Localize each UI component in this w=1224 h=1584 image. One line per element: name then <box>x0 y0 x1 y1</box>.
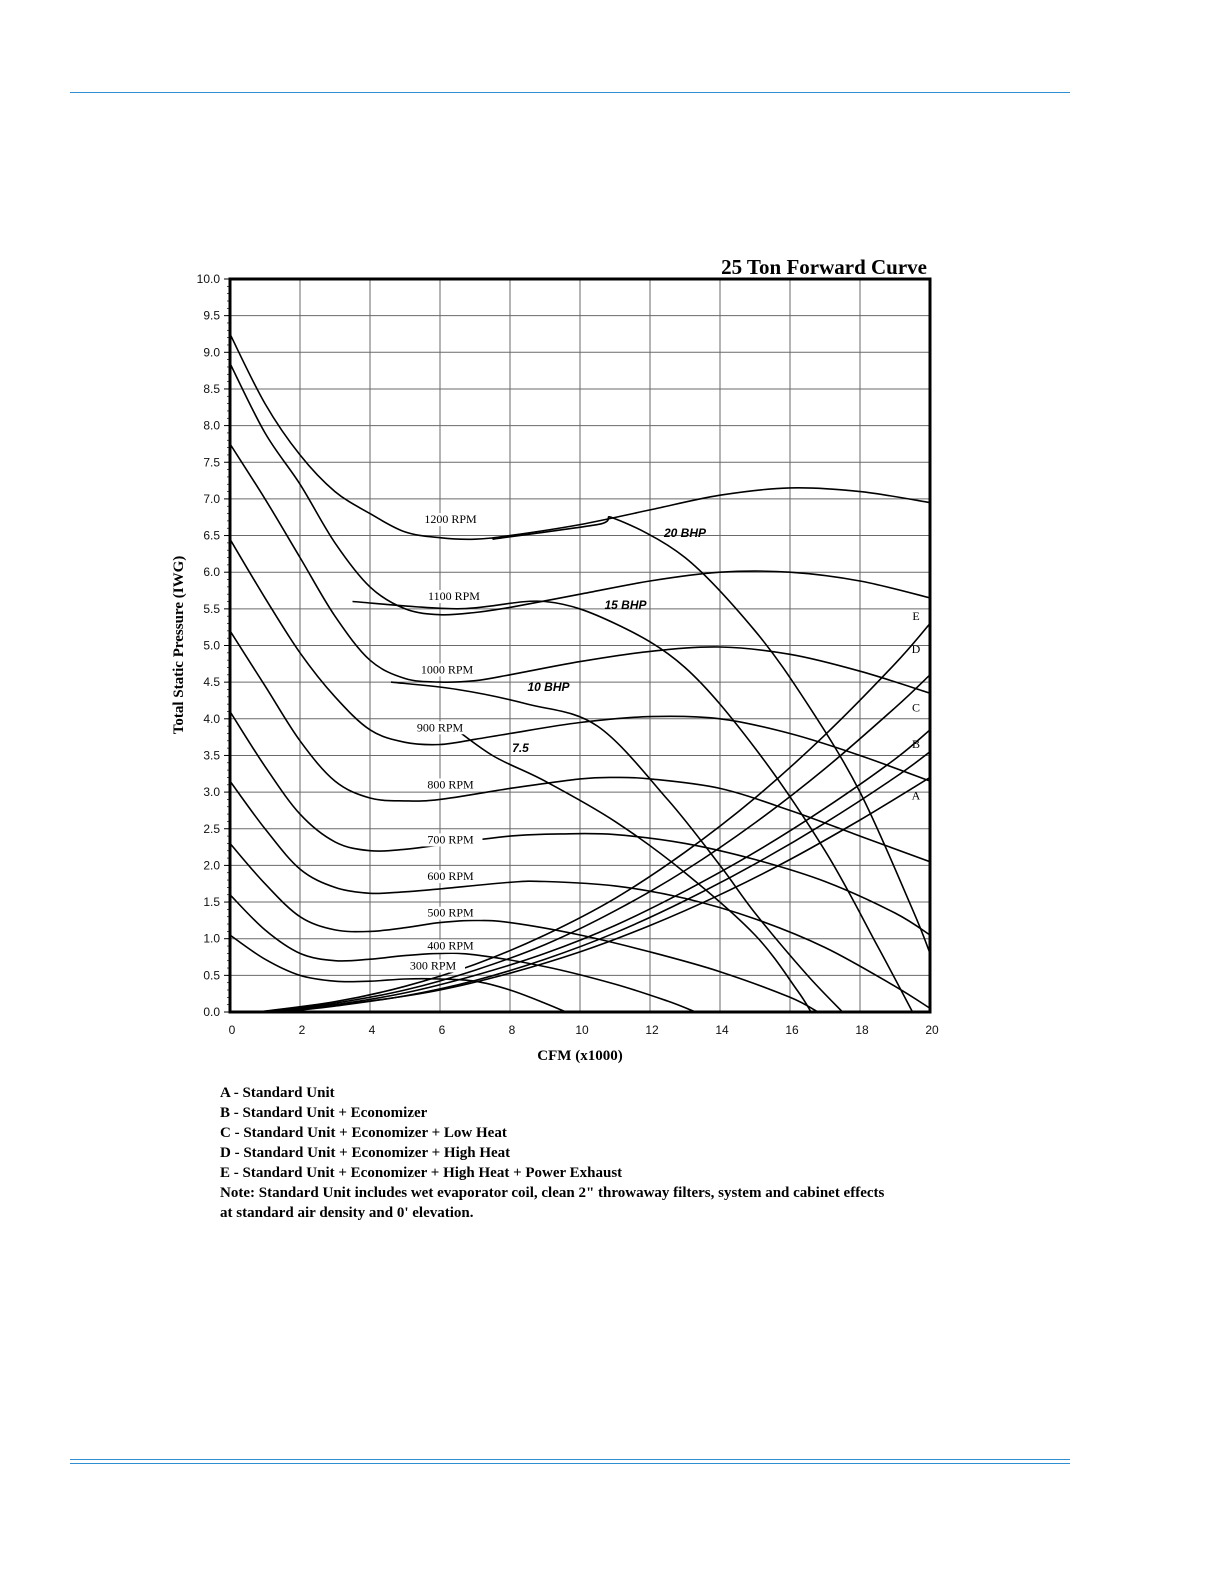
system-label-a: A <box>911 788 921 803</box>
bhp-label-10-bhp: 10 BHP <box>527 679 570 694</box>
legend-item-e: E - Standard Unit + Economizer + High Heat + Power Exhaust <box>220 1165 623 1181</box>
x-tick-label: 18 <box>855 1023 869 1037</box>
bhp-label-15-bhp: 15 BHP <box>604 597 647 612</box>
legend <box>220 1083 900 1223</box>
y-tick-label: 6.5 <box>203 528 220 543</box>
rpm-label-700-rpm: 700 RPM <box>427 832 474 847</box>
y-tick-label: 3.0 <box>203 785 220 800</box>
x-tick-label: 12 <box>645 1023 659 1037</box>
system-curve-c <box>272 730 930 1012</box>
y-tick-label: 7.5 <box>203 455 220 470</box>
chart-grid <box>230 279 930 1012</box>
rpm-label-300-rpm: 300 RPM <box>409 958 457 973</box>
rpm-label-1200-rpm: 1200 RPM <box>424 512 477 527</box>
y-tick-label: 8.5 <box>203 381 220 396</box>
system-curve-b <box>283 752 931 1012</box>
bottom-rule-1 <box>70 1459 1070 1460</box>
rpm-label-1100-rpm: 1100 RPM <box>428 589 480 604</box>
rpm-label-500-rpm: 500 RPM <box>427 905 474 920</box>
rpm-curve-300-rpm <box>230 935 566 1012</box>
y-tick-label: 4.0 <box>203 711 220 726</box>
x-tick-label: 6 <box>438 1023 446 1037</box>
y-tick-label: 0.0 <box>203 1005 220 1019</box>
y-tick-label: 6.0 <box>203 565 220 580</box>
y-tick-label: 10.0 <box>196 272 220 286</box>
x-tick-label: 16 <box>785 1023 799 1037</box>
system-label-d: D <box>911 641 921 656</box>
rpm-label-400-rpm: 400 RPM <box>427 938 474 953</box>
x-tick-label: 10 <box>575 1023 589 1037</box>
y-axis-label: Total Static Pressure (IWG) <box>171 555 187 735</box>
rpm-curve-500-rpm <box>230 843 818 1012</box>
rpm-label-1000-rpm: 1000 RPM <box>420 662 474 677</box>
y-tick-label: 4.5 <box>203 675 220 690</box>
system-label-c: C <box>911 700 921 715</box>
x-tick-label: 14 <box>715 1023 729 1037</box>
x-tick-label: 0 <box>228 1023 236 1037</box>
x-tick-label: 4 <box>368 1023 376 1037</box>
bhp-label-7-5: 7.5 <box>512 740 529 755</box>
y-tick-label: 3.5 <box>203 748 220 763</box>
y-tick-label: 9.0 <box>203 345 220 360</box>
rpm-label-600-rpm: 600 RPM <box>427 869 474 884</box>
legend-note: Note: Standard Unit includes wet evaporator coil, clean 2" throwaway filters, system and cabinet effects at standard air density and 0' elevation. <box>220 1185 885 1221</box>
x-tick-label: 8 <box>508 1023 516 1037</box>
legend-item-a: A - Standard Unit <box>220 1085 335 1101</box>
chart-title: 25 Ton Forward Curve <box>721 255 927 279</box>
bottom-rule-2 <box>70 1463 1070 1464</box>
y-tick-label: 9.5 <box>203 308 220 323</box>
legend-item-b: B - Standard Unit + Economizer <box>220 1105 428 1121</box>
system-label-e: E <box>912 608 920 623</box>
y-tick-label: 1.5 <box>203 895 220 910</box>
system-label-b: B <box>911 737 921 752</box>
x-axis-label: CFM (x1000) <box>537 1048 623 1064</box>
y-tick-label: 2.0 <box>203 858 220 873</box>
y-tick-label: 5.5 <box>203 601 220 616</box>
bhp-label-20-bhp: 20 BHP <box>663 526 707 541</box>
y-tick-label: 1.0 <box>203 931 220 946</box>
x-tick-label: 20 <box>925 1023 939 1037</box>
legend-item-d: D - Standard Unit + Economizer + High Heat <box>220 1145 511 1161</box>
y-tick-label: 5.0 <box>203 638 220 653</box>
y-tick-label: 0.5 <box>203 968 220 983</box>
x-tick-label: 2 <box>298 1023 306 1037</box>
rpm-label-800-rpm: 800 RPM <box>427 777 474 792</box>
legend-item-c: C - Standard Unit + Economizer + Low Heat <box>220 1125 507 1141</box>
y-tick-label: 2.5 <box>203 821 220 836</box>
bhp-curve-7-5 <box>447 723 811 1013</box>
y-tick-label: 7.0 <box>203 491 220 506</box>
chart-ticks <box>197 272 939 1037</box>
rpm-label-900-rpm: 900 RPM <box>416 720 464 735</box>
y-tick-label: 8.0 <box>203 418 220 433</box>
